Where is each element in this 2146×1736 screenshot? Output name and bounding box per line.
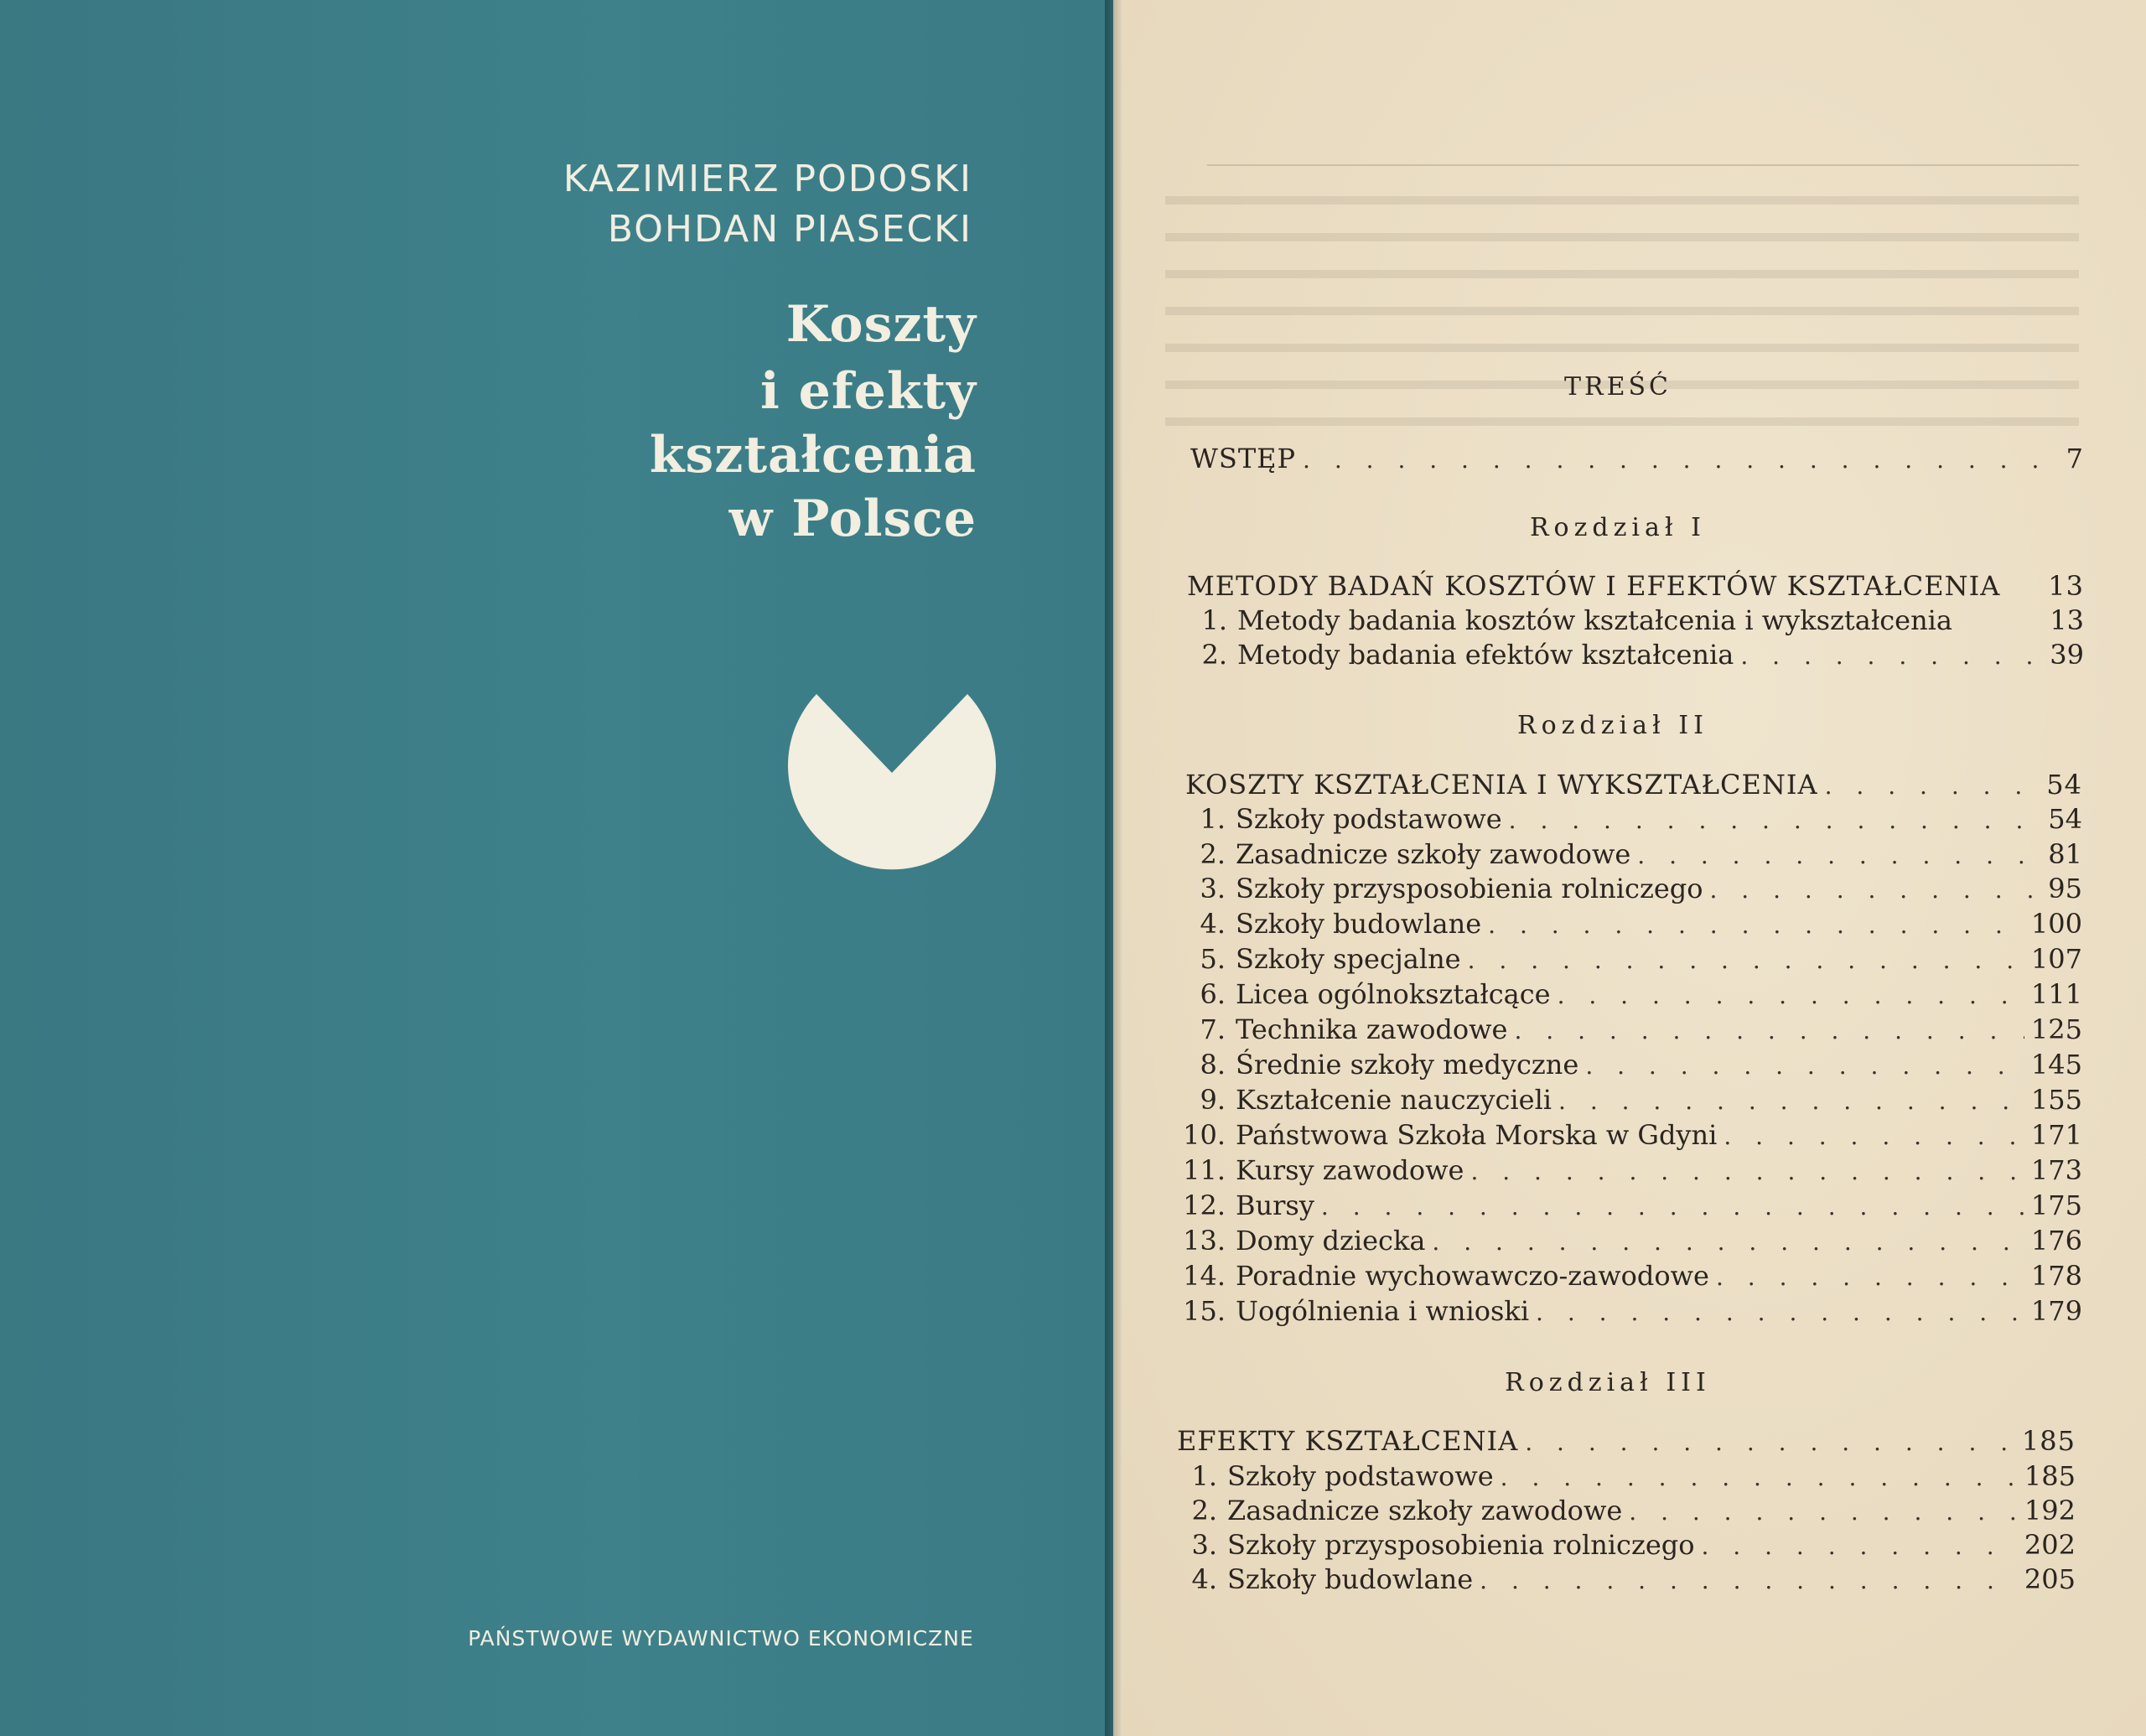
toc-item[interactable]	[1182, 803, 2082, 837]
toc-entry-page: 7	[2066, 443, 2084, 474]
toc-entry-label: Metody badania efektów kształcenia	[1237, 639, 1734, 671]
toc-chapter-title[interactable]	[1177, 1425, 2076, 1459]
circle-with-v-notch-icon	[785, 659, 999, 873]
toc-item-number: 6.	[1200, 978, 1226, 1010]
toc-entry-page: 185	[2021, 1425, 2076, 1457]
leader-dots	[1432, 1228, 2024, 1256]
toc-entry-page: 100	[2030, 908, 2082, 940]
toc-entry-label: EFEKTY KSZTAŁCENIA	[1177, 1425, 1519, 1457]
toc-entry-page: 155	[2030, 1084, 2082, 1116]
chapter-heading: Rozdział III	[1505, 1368, 1711, 1397]
cover-title-line-2: i efekty	[760, 362, 977, 421]
toc-item-number: 3.	[1191, 1529, 1217, 1561]
toc-item-number: 2.	[1191, 1495, 1217, 1526]
toc-entry-page: 176	[2030, 1225, 2082, 1257]
toc-item-number: 5.	[1200, 943, 1226, 975]
leader-dots	[1303, 446, 2044, 474]
toc-entry-label: Szkoły przysposobienia rolniczego	[1227, 1529, 1695, 1561]
leader-dots	[1702, 1532, 2018, 1560]
toc-entry-label: Poradnie wychowawczo-zawodowe	[1236, 1260, 1709, 1292]
toc-item[interactable]	[1182, 838, 2082, 872]
toc-entry-label: Szkoły budowlane	[1227, 1563, 1474, 1595]
leader-dots	[1558, 1087, 2024, 1115]
toc-entry-label: Szkoły podstawowe	[1227, 1460, 1494, 1492]
toc-entry-label: Szkoły podstawowe	[1236, 803, 1502, 835]
cover-title-line-4: w Polsce	[728, 490, 977, 548]
cover-author-2: BOHDAN PIASECKI	[607, 208, 972, 251]
toc-entry-page: 13	[2048, 570, 2084, 602]
toc-entry-page: 13	[2050, 604, 2084, 636]
leader-dots	[1716, 1263, 2024, 1291]
toc-item-number: 2.	[1201, 639, 1227, 671]
leader-dots	[1525, 1428, 2015, 1456]
leader-dots	[1514, 1017, 2024, 1044]
toc-entry-label: Szkoły budowlane	[1236, 908, 1482, 940]
toc-item[interactable]	[1182, 1295, 2082, 1329]
toc-item[interactable]	[1182, 1260, 2082, 1293]
toc-entry-page: 95	[2048, 873, 2082, 904]
toc-item[interactable]	[1182, 943, 2082, 977]
toc-entry-page: 179	[2030, 1295, 2082, 1327]
toc-entry-page: 192	[2024, 1495, 2076, 1526]
cover-title-line-1: Koszty	[785, 295, 977, 354]
toc-entry-page: 54	[2046, 769, 2082, 801]
leader-dots	[1629, 1498, 2018, 1526]
toc-entry-page: 205	[2024, 1563, 2076, 1595]
toc-chapter-title[interactable]	[1185, 769, 2082, 802]
toc-entry-page: 111	[2030, 978, 2082, 1010]
toc-item-number: 3.	[1200, 873, 1226, 904]
leader-dots	[1488, 911, 2024, 939]
toc-item[interactable]	[1182, 1013, 2082, 1047]
toc-entry-label: Kursy zawodowe	[1236, 1154, 1464, 1186]
toc-item-number: 4.	[1191, 1563, 1217, 1595]
leader-dots	[1724, 1122, 2024, 1150]
toc-item-number: 2.	[1200, 838, 1226, 870]
toc-item[interactable]	[1174, 1460, 2076, 1494]
toc-entry-page: 175	[2030, 1189, 2082, 1221]
toc-item[interactable]	[1182, 873, 2082, 906]
leader-dots	[1585, 1052, 2024, 1080]
toc-entry-label: Metody badania kosztów kształcenia i wykształcenia	[1237, 604, 1952, 636]
leader-dots	[1468, 946, 2024, 974]
toc-entry-label: Licea ogólnokształcące	[1236, 978, 1551, 1010]
leader-dots	[1637, 842, 2041, 869]
toc-item-number: 7.	[1200, 1013, 1226, 1045]
toc-entry-label: Domy dziecka	[1236, 1225, 1426, 1257]
toc-chapter-title[interactable]	[1187, 570, 2084, 604]
cover-title-line-3: kształcenia	[649, 426, 977, 485]
leader-dots	[1710, 876, 2042, 904]
toc-entry-page: 185	[2024, 1460, 2076, 1492]
toc-entry-page: 54	[2048, 803, 2082, 835]
toc-entry-page: 39	[2050, 639, 2084, 671]
toc-entry-label: Bursy	[1236, 1189, 1314, 1221]
toc-entry-label: METODY BADAŃ KOSZTÓW I EFEKTÓW KSZTAŁCENIA	[1187, 570, 2001, 602]
header-rule	[1207, 164, 2079, 166]
toc-item-number: 12.	[1183, 1189, 1226, 1221]
cover-edge-shadow	[1105, 0, 1123, 1736]
toc-entry-label: KOSZTY KSZTAŁCENIA I WYKSZTAŁCENIA	[1185, 769, 1818, 801]
toc-entry-label: Zasadnicze szkoły zawodowe	[1236, 838, 1631, 870]
toc-entry-label: WSTĘP	[1190, 443, 1297, 474]
leader-dots	[1825, 772, 2040, 800]
toc-entry-label: Uogólnienia i wnioski	[1236, 1295, 1530, 1327]
toc-item[interactable]	[1182, 1119, 2082, 1153]
toc-item[interactable]	[1174, 1563, 2076, 1597]
toc-entry-label: Państwowa Szkoła Morska w Gdyni	[1236, 1119, 1718, 1151]
toc-item-number: 9.	[1200, 1084, 1226, 1116]
leader-dots	[1536, 1298, 2024, 1326]
toc-item[interactable]	[1182, 1225, 2082, 1258]
toc-item-number: 13.	[1183, 1225, 1226, 1257]
toc-entry-page: 125	[2030, 1013, 2082, 1045]
leader-dots	[1480, 1567, 2018, 1594]
toc-entry-label: Technika zawodowe	[1236, 1013, 1508, 1045]
leader-dots	[1501, 1464, 2018, 1491]
leader-dots	[1558, 982, 2024, 1009]
toc-item-number: 1.	[1201, 604, 1227, 636]
leader-dots	[1509, 806, 2042, 834]
toc-entry-page: 145	[2030, 1049, 2082, 1080]
cover-author-1: KAZIMIERZ PODOSKI	[562, 158, 972, 200]
toc-entry-page: 173	[2030, 1154, 2082, 1186]
toc-item[interactable]	[1182, 1189, 2082, 1223]
toc-item[interactable]	[1184, 604, 2084, 638]
toc-entry-page: 178	[2030, 1260, 2082, 1292]
toc-entry-page: 107	[2030, 943, 2082, 975]
leader-dots	[1740, 642, 2043, 670]
toc-item[interactable]	[1182, 978, 2082, 1012]
toc-title: TREŚĆ	[1563, 372, 1672, 402]
toc-entry-page: 202	[2024, 1529, 2076, 1561]
toc-item[interactable]	[1174, 1529, 2076, 1562]
toc-item-number: 14.	[1183, 1260, 1226, 1292]
leader-dots	[1321, 1193, 2024, 1220]
toc-entry-page: 171	[2030, 1119, 2082, 1151]
toc-item-number: 4.	[1200, 908, 1226, 940]
leader-dots	[1470, 1158, 2024, 1185]
toc-entry-page: 81	[2048, 838, 2082, 870]
chapter-heading: Rozdział I	[1529, 513, 1707, 542]
toc-item-number: 8.	[1200, 1049, 1226, 1080]
toc-entry-label: Szkoły specjalne	[1236, 943, 1461, 975]
toc-item[interactable]	[1182, 908, 2082, 941]
toc-item[interactable]	[1174, 1495, 2076, 1528]
toc-item-number: 15.	[1183, 1295, 1226, 1327]
toc-item-number: 10.	[1183, 1119, 1226, 1151]
toc-entry-label: Kształcenie nauczycieli	[1236, 1084, 1552, 1116]
toc-item[interactable]	[1182, 1154, 2082, 1188]
toc-entry-label: Zasadnicze szkoły zawodowe	[1227, 1495, 1623, 1526]
toc-item-number: 1.	[1191, 1460, 1217, 1492]
toc-item-number: 11.	[1183, 1154, 1226, 1186]
toc-item-number: 1.	[1200, 803, 1226, 835]
chapter-heading: Rozdział II	[1517, 711, 1708, 740]
toc-entry-intro[interactable]	[1190, 443, 2084, 476]
toc-item[interactable]	[1182, 1049, 2082, 1082]
toc-entry-label: Średnie szkoły medyczne	[1236, 1049, 1579, 1080]
toc-entry-label: Szkoły przysposobienia rolniczego	[1236, 873, 1703, 904]
toc-item[interactable]	[1182, 1084, 2082, 1117]
cover-publisher: PAŃSTWOWE WYDAWNICTWO EKONOMICZNE	[468, 1626, 974, 1650]
toc-item[interactable]	[1184, 639, 2084, 672]
show-through-text	[1165, 168, 2079, 536]
